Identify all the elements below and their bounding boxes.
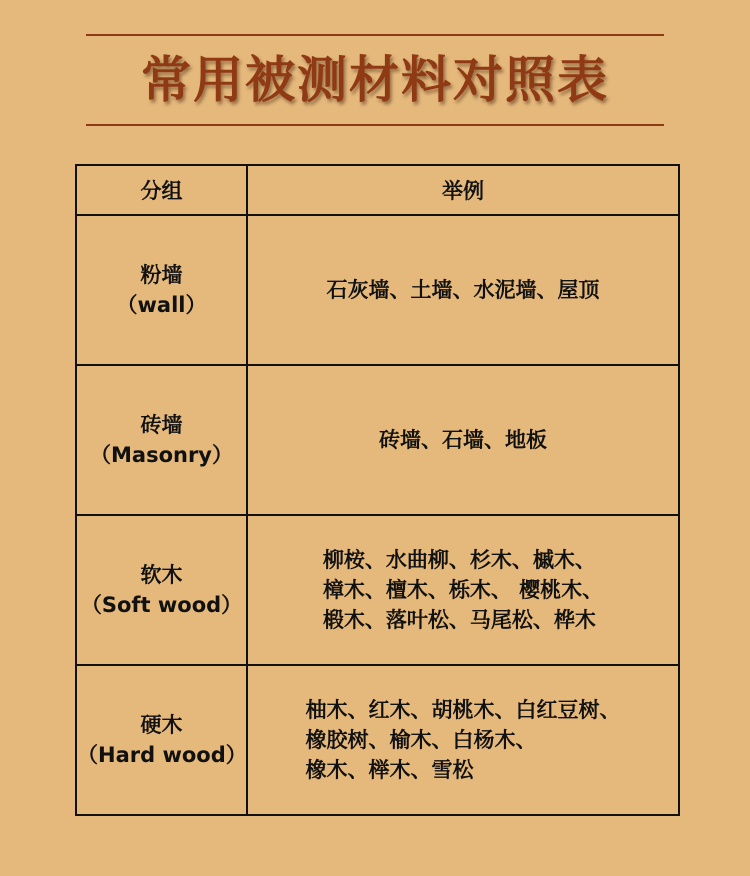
group-cell — [76, 665, 247, 815]
group-name-cn: 软木 — [140, 563, 183, 587]
examples-text: 柳桉、水曲柳、杉木、槭木、 樟木、檀木、栎木、 樱桃木、 椴木、落叶松、马尾松、桦木 — [322, 548, 604, 632]
examples-text: 砖墙、石墙、地板 — [379, 428, 547, 452]
group-name-cn: 硬木 — [140, 713, 183, 737]
table-row — [76, 215, 679, 365]
table-row — [76, 365, 679, 515]
group-name-en: （Soft wood） — [80, 593, 243, 617]
group-name-cn: 砖墙 — [140, 413, 183, 437]
group-name-en: （Hard wood） — [77, 743, 247, 767]
examples-cell — [247, 665, 679, 815]
table-row — [76, 665, 679, 815]
examples-cell — [247, 215, 679, 365]
table-row — [76, 515, 679, 665]
group-cell — [76, 215, 247, 365]
page-title: 常用被测材料对照表 — [141, 51, 609, 109]
title-bottom-rule — [86, 124, 664, 126]
header-examples: 举例 — [247, 165, 679, 215]
examples-cell — [247, 515, 679, 665]
group-name-en: （wall） — [116, 293, 207, 317]
examples-cell — [247, 365, 679, 515]
title-top-rule — [86, 34, 664, 36]
group-name-cn: 粉墙 — [140, 263, 183, 287]
examples-text: 柚木、红木、胡桃木、白红豆树、 橡胶树、榆木、白杨木、 橡木、榉木、雪松 — [305, 698, 621, 782]
header-group: 分组 — [76, 165, 247, 215]
materials-table — [75, 164, 680, 816]
group-name-en: （Masonry） — [90, 443, 233, 467]
examples-text: 石灰墙、土墙、水泥墙、屋顶 — [326, 278, 600, 302]
group-cell — [76, 515, 247, 665]
group-cell — [76, 365, 247, 515]
table-header-row — [76, 165, 679, 215]
